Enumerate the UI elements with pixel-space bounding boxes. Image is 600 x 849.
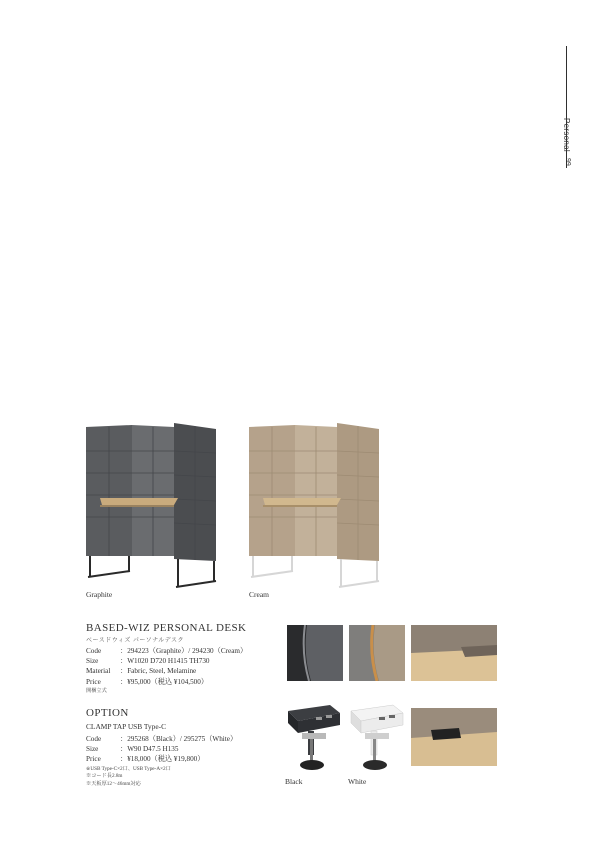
desk-graphite-image xyxy=(82,421,222,591)
caption-cream: Cream xyxy=(249,590,269,599)
option-note: ※コード長2.8m xyxy=(86,773,123,780)
clamp-tap-black-image xyxy=(282,703,344,775)
spec-row: Code ：294223（Graphite）/ 294230（Cream） xyxy=(86,647,248,655)
spec-row: Price ：¥18,000（税込 ¥19,800） xyxy=(86,755,205,764)
caption-graphite: Graphite xyxy=(86,590,113,599)
detail-desk-joint-image xyxy=(411,625,497,681)
spec-row: Material ：Fabric, Steel, Melamine xyxy=(86,667,197,676)
desk-note: 開梱立式 xyxy=(86,688,107,694)
option-note: ※USB Type-C×2口、USB Type-A×2口 xyxy=(86,766,171,772)
clamp-tap-installed-image xyxy=(411,708,497,766)
spec-row: Code ：295268（Black）/ 295275（White） xyxy=(86,735,238,743)
spec-row: Price ：¥95,000（税込 ¥104,500） xyxy=(86,677,209,686)
option-spec-list xyxy=(86,734,237,765)
option-heading: OPTION xyxy=(86,707,129,719)
desk-title: BASED-WIZ PERSONAL DESK xyxy=(86,622,247,634)
spec-row: Size ：W1020 D720 H1415 TH730 xyxy=(86,657,210,666)
caption-white: White xyxy=(348,777,367,786)
desk-subtitle: ベースドウィズ パーソナルデスク xyxy=(86,638,185,644)
option-note: ※天板厚12〜46mm対応 xyxy=(86,780,141,787)
option-title: CLAMP TAP USB Type-C xyxy=(86,722,166,731)
desk-cream-image xyxy=(245,421,385,591)
spec-row: Size ：W90 D47.5 H135 xyxy=(86,745,179,754)
caption-black: Black xyxy=(285,777,303,786)
section-label: Personal xyxy=(562,118,571,152)
page-number: 99 xyxy=(564,158,571,166)
detail-cream-edge-image xyxy=(349,625,405,681)
detail-graphite-edge-image xyxy=(287,625,343,681)
option-notes xyxy=(86,766,171,788)
desk-spec-list xyxy=(86,646,247,687)
clamp-tap-white-image xyxy=(345,703,407,775)
